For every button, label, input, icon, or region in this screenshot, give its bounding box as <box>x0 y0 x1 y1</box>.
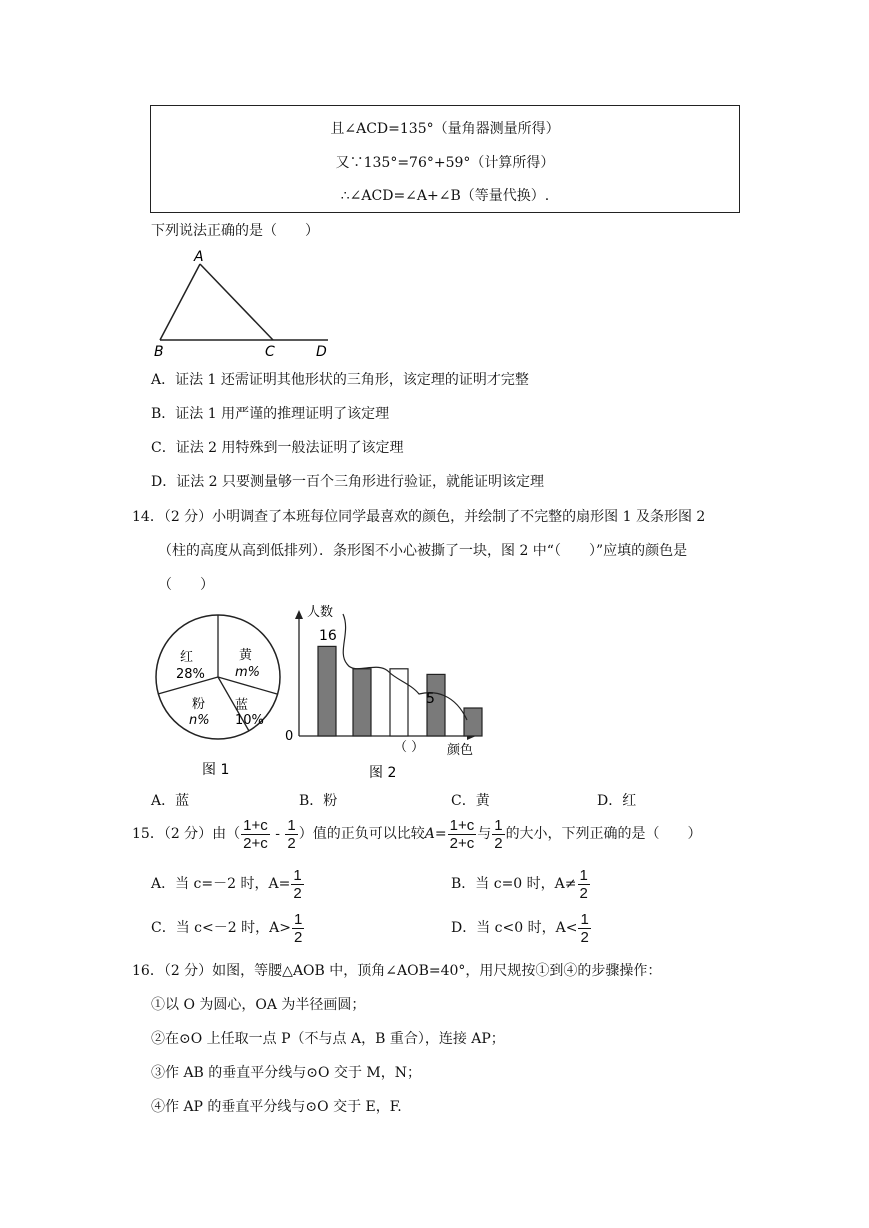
q14-line-3: （ ） <box>158 577 214 593</box>
pie-value-pink: n% <box>189 713 210 728</box>
proof-line-2: 又∵135°=76°+59°（计算所得） <box>335 155 555 171</box>
q15-frac-a: $\frac{1+c}{2+c}$ <box>449 816 475 852</box>
bar-2 <box>353 669 371 736</box>
pie-chart <box>150 610 290 785</box>
line-ac <box>200 264 273 340</box>
origin-label: 0 <box>285 729 294 744</box>
pie-caption: 图 1 <box>202 762 230 778</box>
q15-var-a: A= <box>424 826 447 842</box>
q15-text-a: 15．（2 分）由（ <box>132 826 241 842</box>
pie-value-red: 28% <box>176 667 205 682</box>
proof-box <box>150 105 740 213</box>
q16-step-4: ④作 AP 的垂直平分线与⊙O 交于 E，F. <box>151 1099 402 1115</box>
q15-option-a: A．当 c=－2 时，A= $\frac{1}{2}$ <box>151 866 302 902</box>
q15-option-b: B．当 c=0 时，A≠ $\frac{1}{2}$ <box>451 866 588 902</box>
pie-value-blue: 10% <box>235 713 264 728</box>
q15-option-d: D．当 c<0 时，A< $\frac{1}{2}$ <box>451 910 589 946</box>
bar-1 <box>318 646 336 736</box>
label-d: D <box>316 344 327 360</box>
q13-option-c: C．证法 2 用特殊到一般法证明了该定理 <box>151 440 404 456</box>
label-b: B <box>154 344 164 360</box>
q15-frac-half-2: $\frac{1}{2}$ <box>494 816 503 852</box>
blank-category: （ ） <box>394 740 425 755</box>
q15-minus: - <box>275 826 280 842</box>
q13-option-a: A．证法 1 还需证明其他形状的三角形，该定理的证明才完整 <box>151 372 529 388</box>
q14-option-c: C．黄 <box>451 793 490 809</box>
q13-option-d: D．证法 2 只要测量够一百个三角形进行验证，就能证明该定理 <box>151 474 545 490</box>
q15-text-c: 与 <box>477 826 492 842</box>
label-c: C <box>265 344 275 360</box>
q15-option-c: C．当 c<－2 时，A> $\frac{1}{2}$ <box>151 910 303 946</box>
q14-option-a: A．蓝 <box>151 793 190 809</box>
q15-text-d: 的大小，下列正确的是（ ） <box>505 826 702 842</box>
q15-stem <box>132 816 702 852</box>
q14-option-b: B．粉 <box>299 793 338 809</box>
y-axis-arrow <box>295 610 303 619</box>
bar-caption: 图 2 <box>369 765 397 781</box>
proof-line-3: ∴∠ACD=∠A+∠B（等量代换）. <box>340 188 550 204</box>
bar-5 <box>464 708 482 736</box>
proof-line-1: 且∠ACD=135°（量角器测量所得） <box>330 121 560 137</box>
bar-chart <box>285 602 495 785</box>
pie-value-yellow: m% <box>235 665 261 680</box>
q16-step-3: ③作 AB 的垂直平分线与⊙O 交于 M，N； <box>151 1065 421 1081</box>
line-ab <box>160 264 200 340</box>
bar-value-last: 5 <box>426 691 435 707</box>
pie-label-yellow: 黄 <box>239 648 253 663</box>
triangle-figure <box>150 248 340 360</box>
q15-text-b: ）值的正负可以比较 <box>298 826 425 842</box>
q15-frac-half: $\frac{1}{2}$ <box>287 816 296 852</box>
q14-line-1: 14．（2 分）小明调查了本班每位同学最喜欢的颜色，并绘制了不完整的扇形图 1 及条形图 2 <box>132 509 706 525</box>
pie-label-pink: 粉 <box>192 697 206 712</box>
q13-option-b: B．证法 1 用严谨的推理证明了该定理 <box>151 406 390 422</box>
pie-label-red: 红 <box>180 650 194 665</box>
q16-line-1: 16．（2 分）如图，等腰△AOB 中，顶角∠AOB=40°，用尺规按①到④的步骤操作： <box>132 963 662 979</box>
label-a: A <box>194 249 204 265</box>
pie-label-blue: 蓝 <box>235 698 249 713</box>
q15-frac-expr: $\frac{1+c}{2+c}$ <box>243 816 268 852</box>
q14-option-d: D．红 <box>597 793 637 809</box>
q16-step-1: ①以 O 为圆心，OA 为半径画圆； <box>151 997 366 1013</box>
q13-prompt: 下列说法正确的是（ ） <box>151 223 319 239</box>
q16-step-2: ②在⊙O 上任取一点 P（不与点 A，B 重合），连接 AP； <box>151 1031 505 1047</box>
x-axis-label: 颜色 <box>447 743 474 758</box>
q14-line-2: （柱的高度从高到低排列）．条形图不小心被撕了一块，图 2 中“（ ）”应填的颜色是 <box>158 543 688 559</box>
bar-value-first: 16 <box>319 628 337 644</box>
y-axis-label: 人数 <box>307 605 334 620</box>
